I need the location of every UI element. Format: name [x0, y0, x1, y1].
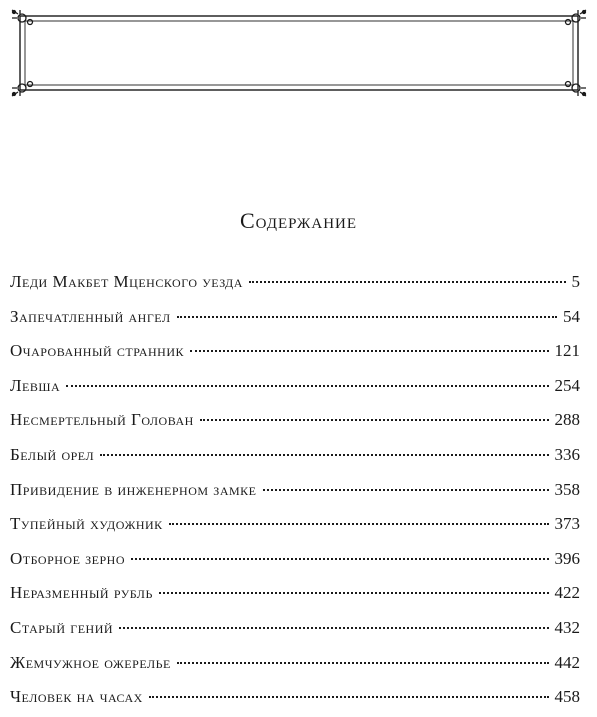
toc-entry[interactable]: [10, 300, 580, 335]
dot-leader: [169, 523, 549, 525]
toc-entry-title: Привидение в инженерном замке: [10, 479, 257, 499]
toc-entry-title: Старый гений: [10, 617, 114, 637]
dot-leader: [190, 350, 549, 352]
toc-entry-page: 396: [554, 548, 580, 568]
toc-entry-title: Запечатленный ангел: [10, 306, 171, 326]
corner-ornament-top-right: [566, 10, 587, 25]
toc-entry-title: Жемчужное ожерелье: [10, 652, 171, 672]
corner-ornament-bottom-left: [12, 82, 33, 97]
toc-entry-page: 5: [571, 272, 580, 291]
toc-entry-page: 336: [554, 444, 580, 464]
dot-leader: [177, 316, 557, 318]
dot-leader: [131, 558, 548, 560]
page-title: Содержание: [239, 208, 358, 233]
dot-leader: [249, 281, 566, 283]
toc-entry[interactable]: [10, 438, 580, 473]
toc-entry[interactable]: [10, 265, 580, 300]
dot-leader: [119, 627, 548, 629]
toc-entry-title: Левша: [10, 375, 61, 395]
toc-entry-title: Очарованный странник: [10, 341, 184, 361]
toc-entry-page: 54: [563, 306, 580, 326]
dot-leader: [263, 489, 549, 491]
toc-entry-page: 288: [554, 410, 580, 430]
toc-entry[interactable]: [10, 680, 580, 715]
toc-entry-title: Тупейный художник: [10, 514, 163, 534]
toc-entry[interactable]: [10, 611, 580, 646]
toc-entry-title: Несмертельный Голован: [10, 410, 194, 430]
toc-entry-page: 442: [554, 652, 580, 672]
toc-entry[interactable]: [10, 507, 580, 542]
corner-ornament-top-left: [12, 10, 33, 25]
dot-leader: [159, 592, 549, 594]
toc-entry-page: 458: [554, 687, 580, 707]
toc-entry-title: Неразменный рубль: [10, 583, 153, 603]
toc-entry-title: Человек на часах: [10, 687, 143, 707]
toc-entry[interactable]: [10, 403, 580, 438]
toc-entry[interactable]: [10, 576, 580, 611]
toc-entry[interactable]: [10, 473, 580, 508]
toc-entry-page: 422: [554, 583, 580, 603]
toc-entry-page: 358: [554, 479, 580, 499]
dot-leader: [149, 696, 549, 698]
decorative-header-frame: [10, 8, 588, 98]
ornamental-border: [10, 8, 588, 98]
toc-entry[interactable]: [10, 646, 580, 681]
table-of-contents: [10, 265, 580, 715]
toc-entry-title: Леди Макбет Мценского уезда: [10, 272, 243, 291]
toc-entry[interactable]: [10, 542, 580, 577]
toc-entry[interactable]: [10, 334, 580, 369]
corner-ornament-bottom-right: [566, 82, 587, 97]
dot-leader: [66, 385, 548, 387]
dot-leader: [100, 454, 548, 456]
toc-entry[interactable]: [10, 369, 580, 404]
toc-entry-title: Белый орел: [10, 444, 95, 464]
toc-entry-page: 432: [554, 617, 580, 637]
dot-leader: [200, 419, 549, 421]
dot-leader: [177, 662, 549, 664]
toc-entry-page: 254: [554, 375, 580, 395]
toc-entry-page: 121: [554, 341, 580, 361]
toc-entry-page: 373: [554, 514, 580, 534]
toc-entry-title: Отборное зерно: [10, 548, 126, 568]
